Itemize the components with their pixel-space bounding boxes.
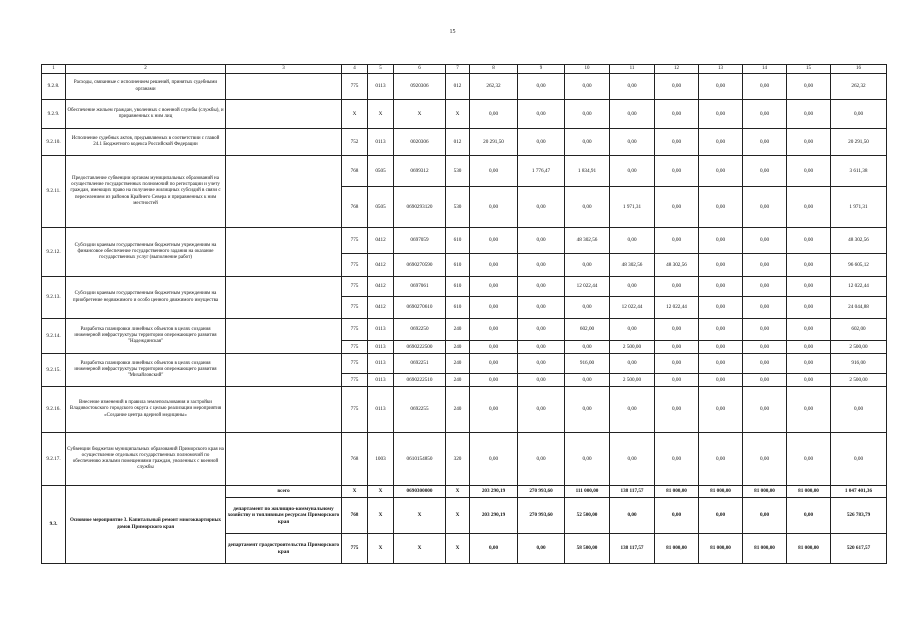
cell: 0,00 <box>743 254 787 277</box>
cell: 0,00 <box>787 228 831 254</box>
cell: 320 <box>446 433 470 486</box>
cell: 775 <box>342 228 368 254</box>
cell: 0113 <box>368 354 394 374</box>
cell: 0,00 <box>610 319 655 341</box>
cell: 0,00 <box>743 100 787 129</box>
cell: 81 000,00 <box>787 534 831 564</box>
cell: 775 <box>342 341 368 354</box>
cell: 916,00 <box>831 354 887 374</box>
cell: 0,00 <box>470 187 518 228</box>
table-row <box>42 433 887 486</box>
cell: 0,00 <box>699 319 743 341</box>
cell: 0,00 <box>743 187 787 228</box>
cell: 0,00 <box>655 100 699 129</box>
cell: 768 <box>342 498 368 534</box>
cell: 0,00 <box>565 129 610 156</box>
cell: 0,00 <box>565 187 610 228</box>
row-description: Расходы, связанные с исполнением решений, принятых судебными органами <box>66 74 226 100</box>
cell: 0,00 <box>610 433 655 486</box>
cell: 0,00 <box>787 254 831 277</box>
cell: 0113 <box>368 374 394 387</box>
cell: 2 500,00 <box>831 374 887 387</box>
cell: 0690222500 <box>394 341 446 354</box>
table-row <box>42 74 887 100</box>
cell: 0,00 <box>699 228 743 254</box>
cell: 0,00 <box>699 341 743 354</box>
cell: 3 611,38 <box>831 156 887 187</box>
cell: 0690270610 <box>394 297 446 319</box>
cell: 0,00 <box>699 156 743 187</box>
col-header: 2 <box>66 65 226 74</box>
cell: 81 000,00 <box>743 486 787 498</box>
cell: 81 000,00 <box>655 486 699 498</box>
cell: 0,00 <box>699 187 743 228</box>
cell: 0,00 <box>518 187 565 228</box>
cell: всего <box>226 486 342 498</box>
cell: 0,00 <box>699 374 743 387</box>
cell: 0,00 <box>518 228 565 254</box>
cell: 1 047 401,36 <box>831 486 887 498</box>
cell: 270 993,60 <box>518 486 565 498</box>
cell: 0,00 <box>787 100 831 129</box>
row-number: 9.2.11. <box>42 156 66 228</box>
cell: 0113 <box>368 129 394 156</box>
cell: 240 <box>446 319 470 341</box>
table-row <box>42 156 887 187</box>
cell: 58 500,00 <box>565 534 610 564</box>
cell: 0,00 <box>655 187 699 228</box>
cell: департамент градостроительства Приморского края <box>226 534 342 564</box>
table-row <box>42 100 887 129</box>
cell: 12 022,44 <box>565 277 610 297</box>
cell: 610 <box>446 297 470 319</box>
col-header: 3 <box>226 65 342 74</box>
cell: 0,00 <box>565 74 610 100</box>
row-description: Предоставление субвенции органам муниципальных образований на осуществление государственных полномочий по регистрации и учету граждан, имеющих право на получение жилищных субсидий в связи с переселением из районов Крайнего Севера и приравненных к ним местностей <box>66 156 226 228</box>
cell: 0697061 <box>394 277 446 297</box>
cell: 0,00 <box>787 297 831 319</box>
cell: 0,00 <box>470 156 518 187</box>
cell: X <box>368 498 394 534</box>
cell: 24 044,88 <box>831 297 887 319</box>
cell: 0113 <box>368 319 394 341</box>
cell: 0,00 <box>655 74 699 100</box>
cell: 48 302,56 <box>655 254 699 277</box>
cell: 0,00 <box>655 129 699 156</box>
empty-cell <box>226 387 342 433</box>
row-number: 9.2.10. <box>42 129 66 156</box>
cell: 0690300000 <box>394 486 446 498</box>
cell: 0,00 <box>743 277 787 297</box>
cell: 0692250 <box>394 319 446 341</box>
cell: 530 <box>446 187 470 228</box>
cell: 1 776,47 <box>518 156 565 187</box>
cell: 0,00 <box>743 387 787 433</box>
cell: 0920306 <box>394 74 446 100</box>
cell: 0,00 <box>470 228 518 254</box>
cell: 0,00 <box>655 341 699 354</box>
cell: 2 500,00 <box>610 374 655 387</box>
cell: 0,00 <box>610 387 655 433</box>
row-description: Внесение изменений в правила землепользования и застройки Владивостокского городского округа с целью реализации мероприятия «Создание центра ядерной медицины» <box>66 387 226 433</box>
cell: 0,00 <box>699 498 743 534</box>
cell: 1003 <box>368 433 394 486</box>
row-number: 9.2.9. <box>42 100 66 129</box>
cell: 0113 <box>368 74 394 100</box>
cell: X <box>394 100 446 129</box>
cell: 0,00 <box>470 319 518 341</box>
col-header: 16 <box>831 65 887 74</box>
cell: X <box>446 486 470 498</box>
cell: 0,00 <box>518 341 565 354</box>
cell: 0,00 <box>565 100 610 129</box>
cell: 0,00 <box>787 277 831 297</box>
cell: 0,00 <box>470 100 518 129</box>
cell: 0,00 <box>470 297 518 319</box>
cell: 0,00 <box>831 100 887 129</box>
col-header: 6 <box>394 65 446 74</box>
cell: 775 <box>342 74 368 100</box>
cell: 0,00 <box>610 100 655 129</box>
cell: 0,00 <box>470 387 518 433</box>
col-header: 13 <box>699 65 743 74</box>
cell: 12 022,44 <box>831 277 887 297</box>
row-description: Обеспечение жильем граждан, уволенных с военной службы (службы), и приравненных к ним лиц <box>66 100 226 129</box>
table-row <box>42 277 887 297</box>
cell: 240 <box>446 374 470 387</box>
col-header: 9 <box>518 65 565 74</box>
cell: 0,00 <box>831 387 887 433</box>
cell: 0,00 <box>699 354 743 374</box>
cell: 0,00 <box>565 254 610 277</box>
empty-cell <box>226 129 342 156</box>
empty-cell <box>226 100 342 129</box>
empty-cell <box>226 228 342 277</box>
cell: 526 783,79 <box>831 498 887 534</box>
cell: 0412 <box>368 277 394 297</box>
cell: X <box>342 486 368 498</box>
cell: 775 <box>342 354 368 374</box>
col-header: 8 <box>470 65 518 74</box>
cell: 81 000,00 <box>699 486 743 498</box>
cell: 768 <box>342 156 368 187</box>
row-number: 9.2.14. <box>42 319 66 354</box>
cell: 0,00 <box>470 433 518 486</box>
cell: 111 000,00 <box>565 486 610 498</box>
cell: 610 <box>446 254 470 277</box>
col-header: 4 <box>342 65 368 74</box>
cell: 0505 <box>368 156 394 187</box>
cell: 768 <box>342 187 368 228</box>
cell: 0,00 <box>787 156 831 187</box>
cell: 0,00 <box>787 129 831 156</box>
cell: 240 <box>446 387 470 433</box>
cell: 0,00 <box>787 374 831 387</box>
cell: 0,00 <box>655 319 699 341</box>
col-header: 12 <box>655 65 699 74</box>
cell: 775 <box>342 297 368 319</box>
cell: 775 <box>342 319 368 341</box>
cell: 0,00 <box>743 297 787 319</box>
cell: 0,00 <box>787 74 831 100</box>
cell: 0,00 <box>787 433 831 486</box>
cell: 0,00 <box>743 341 787 354</box>
cell: департамент по жилищно-коммунальному хозяйству и топливным ресурсам Приморского края <box>226 498 342 534</box>
cell: 520 617,57 <box>831 534 887 564</box>
empty-cell <box>226 433 342 486</box>
cell: 0,00 <box>518 100 565 129</box>
cell: 0020306 <box>394 129 446 156</box>
cell: 12 022,44 <box>610 297 655 319</box>
row-number: 9.2.13. <box>42 277 66 319</box>
cell: 0,00 <box>470 374 518 387</box>
cell: X <box>368 486 394 498</box>
cell: 12 022,44 <box>655 297 699 319</box>
cell: 0412 <box>368 297 394 319</box>
cell: 0113 <box>368 387 394 433</box>
cell: 0690293120 <box>394 187 446 228</box>
header-row <box>42 65 887 74</box>
row-number: 9.2.8. <box>42 74 66 100</box>
cell: 0,00 <box>565 433 610 486</box>
row-number: 9.2.16. <box>42 387 66 433</box>
cell: 0,00 <box>787 341 831 354</box>
cell: 48 302,56 <box>610 254 655 277</box>
cell: 203 290,19 <box>470 498 518 534</box>
cell: 48 302,56 <box>565 228 610 254</box>
col-header: 10 <box>565 65 610 74</box>
cell: 602,00 <box>831 319 887 341</box>
cell: 96 605,12 <box>831 254 887 277</box>
cell: 0,00 <box>787 187 831 228</box>
cell: 0412 <box>368 254 394 277</box>
cell: 138 117,57 <box>610 486 655 498</box>
cell: 0,00 <box>699 74 743 100</box>
cell: 81 000,00 <box>743 534 787 564</box>
cell: 240 <box>446 341 470 354</box>
cell: 0,00 <box>655 354 699 374</box>
cell: 48 302,56 <box>831 228 887 254</box>
row-number: 9.2.17. <box>42 433 66 486</box>
cell: 1 834,91 <box>565 156 610 187</box>
cell: 0,00 <box>518 129 565 156</box>
cell: 0,00 <box>565 341 610 354</box>
cell: 0,00 <box>518 74 565 100</box>
budget-table <box>41 64 887 564</box>
cell: 0,00 <box>470 534 518 564</box>
cell: 0113 <box>368 341 394 354</box>
cell: 0,00 <box>699 100 743 129</box>
cell: 2 500,00 <box>610 341 655 354</box>
cell: 0,00 <box>518 297 565 319</box>
cell: 0,00 <box>699 433 743 486</box>
cell: 602,00 <box>565 319 610 341</box>
cell: 916,00 <box>565 354 610 374</box>
cell: 203 290,19 <box>470 486 518 498</box>
table-row <box>42 228 887 254</box>
cell: 752 <box>342 129 368 156</box>
cell: 0,00 <box>699 277 743 297</box>
col-header: 5 <box>368 65 394 74</box>
cell: 0,00 <box>743 498 787 534</box>
cell: 0,00 <box>518 374 565 387</box>
cell: 0,00 <box>610 228 655 254</box>
cell: X <box>446 498 470 534</box>
cell: 0,00 <box>610 498 655 534</box>
cell: 530 <box>446 156 470 187</box>
cell: 0,00 <box>743 374 787 387</box>
cell: 0,00 <box>518 433 565 486</box>
cell: 775 <box>342 254 368 277</box>
cell: 0,00 <box>565 297 610 319</box>
cell: 0692251 <box>394 354 446 374</box>
cell: 0697059 <box>394 228 446 254</box>
table-row <box>42 129 887 156</box>
cell: 0,00 <box>655 387 699 433</box>
row-number: 9.2.15. <box>42 354 66 387</box>
col-header: 11 <box>610 65 655 74</box>
row-description: Разработка планировки линейных объектов в целях создания инженерной инфраструктуры территории опережающего развития "Надеждинская" <box>66 319 226 354</box>
table-row <box>42 354 887 374</box>
cell: 775 <box>342 387 368 433</box>
cell: 0,00 <box>518 319 565 341</box>
cell: 262,32 <box>831 74 887 100</box>
row-description: Субвенции бюджетам муниципальных образований Приморского края на осуществление отдельных государственных полномочий по обеспечению жилыми помещениями граждан, уволенных с военной службы <box>66 433 226 486</box>
cell: 012 <box>446 74 470 100</box>
cell: 81 000,00 <box>699 534 743 564</box>
cell: 610 <box>446 277 470 297</box>
cell: 0,00 <box>518 534 565 564</box>
cell: X <box>446 100 470 129</box>
cell: 1 971,31 <box>610 187 655 228</box>
cell: 0699312 <box>394 156 446 187</box>
cell: 0,00 <box>655 156 699 187</box>
cell: 0,00 <box>787 387 831 433</box>
cell: 0,00 <box>518 254 565 277</box>
empty-cell <box>226 74 342 100</box>
empty-cell <box>226 319 342 354</box>
cell: 0,00 <box>655 433 699 486</box>
cell: 0,00 <box>787 319 831 341</box>
row-description: Разработка планировки линейных объектов в целях создания инженерной инфраструктуры территории опережающего развития "Михайловский" <box>66 354 226 387</box>
cell: 52 500,00 <box>565 498 610 534</box>
cell: 0690222510 <box>394 374 446 387</box>
cell: 270 993,60 <box>518 498 565 534</box>
cell: 0,00 <box>655 498 699 534</box>
cell: 0,00 <box>831 433 887 486</box>
cell: 0,00 <box>610 129 655 156</box>
cell: 0,00 <box>565 374 610 387</box>
cell: 0,00 <box>743 129 787 156</box>
col-header: 14 <box>743 65 787 74</box>
cell: 0,00 <box>470 341 518 354</box>
cell: 2 500,00 <box>831 341 887 354</box>
cell: 262,32 <box>470 74 518 100</box>
row-description: Субсидии краевым государственным бюджетным учреждениям на финансовое обеспечение государственного задания на оказание государственных услуг (выполнение работ) <box>66 228 226 277</box>
cell: X <box>368 534 394 564</box>
cell: 0,00 <box>610 354 655 374</box>
cell: 0,00 <box>699 387 743 433</box>
col-header: 15 <box>787 65 831 74</box>
cell: 0,00 <box>655 277 699 297</box>
cell: X <box>394 534 446 564</box>
cell: 20 291,50 <box>831 129 887 156</box>
col-header: 7 <box>446 65 470 74</box>
cell: 0,00 <box>743 74 787 100</box>
cell: 0,00 <box>610 74 655 100</box>
cell: 0,00 <box>743 319 787 341</box>
cell: 0610154850 <box>394 433 446 486</box>
cell: 138 117,57 <box>610 534 655 564</box>
cell: X <box>394 498 446 534</box>
col-header: 1 <box>42 65 66 74</box>
cell: 0,00 <box>787 354 831 374</box>
cell: X <box>446 534 470 564</box>
cell: 0,00 <box>699 254 743 277</box>
cell: 0,00 <box>699 129 743 156</box>
cell: 0,00 <box>518 387 565 433</box>
cell: 775 <box>342 277 368 297</box>
cell: 0,00 <box>610 156 655 187</box>
table-row <box>42 486 887 498</box>
cell: 0,00 <box>743 433 787 486</box>
cell: 0,00 <box>655 228 699 254</box>
empty-cell <box>226 354 342 387</box>
cell: 012 <box>446 129 470 156</box>
cell: 0,00 <box>470 254 518 277</box>
cell: 0,00 <box>470 354 518 374</box>
cell: 0,00 <box>565 387 610 433</box>
row-description: Основное мероприятие 3. Капитальный ремонт многоквартирных домов Приморского края <box>66 486 226 564</box>
row-description: Исполнение судебных актов, предъявляемых в соответствии с главой 24.1 Бюджетного кодекса Российской Федерации <box>66 129 226 156</box>
cell: 0412 <box>368 228 394 254</box>
cell: 768 <box>342 433 368 486</box>
cell: 0,00 <box>743 228 787 254</box>
cell: X <box>342 100 368 129</box>
cell: 20 291,50 <box>470 129 518 156</box>
cell: 0,00 <box>787 498 831 534</box>
cell: X <box>368 100 394 129</box>
cell: 0,00 <box>518 277 565 297</box>
cell: 775 <box>342 374 368 387</box>
cell: 0,00 <box>470 277 518 297</box>
table-row <box>42 387 887 433</box>
row-number: 9.2.12. <box>42 228 66 277</box>
row-number: 9.3. <box>42 486 66 564</box>
cell: 0690270590 <box>394 254 446 277</box>
cell: 240 <box>446 354 470 374</box>
cell: 0,00 <box>610 277 655 297</box>
row-description: Субсидии краевым государственным бюджетным учреждениям на приобретение недвижимого и особо ценного движимого имущества <box>66 277 226 319</box>
cell: 0,00 <box>743 354 787 374</box>
cell: 775 <box>342 534 368 564</box>
cell: 81 000,00 <box>787 486 831 498</box>
cell: 81 000,00 <box>655 534 699 564</box>
cell: 1 971,31 <box>831 187 887 228</box>
cell: 610 <box>446 228 470 254</box>
cell: 0692255 <box>394 387 446 433</box>
cell: 0505 <box>368 187 394 228</box>
empty-cell <box>226 156 342 228</box>
cell: 0,00 <box>655 374 699 387</box>
cell: 0,00 <box>743 156 787 187</box>
empty-cell <box>226 277 342 319</box>
cell: 0,00 <box>518 354 565 374</box>
cell: 0,00 <box>699 297 743 319</box>
table-row <box>42 319 887 341</box>
page-number: 15 <box>449 29 456 35</box>
